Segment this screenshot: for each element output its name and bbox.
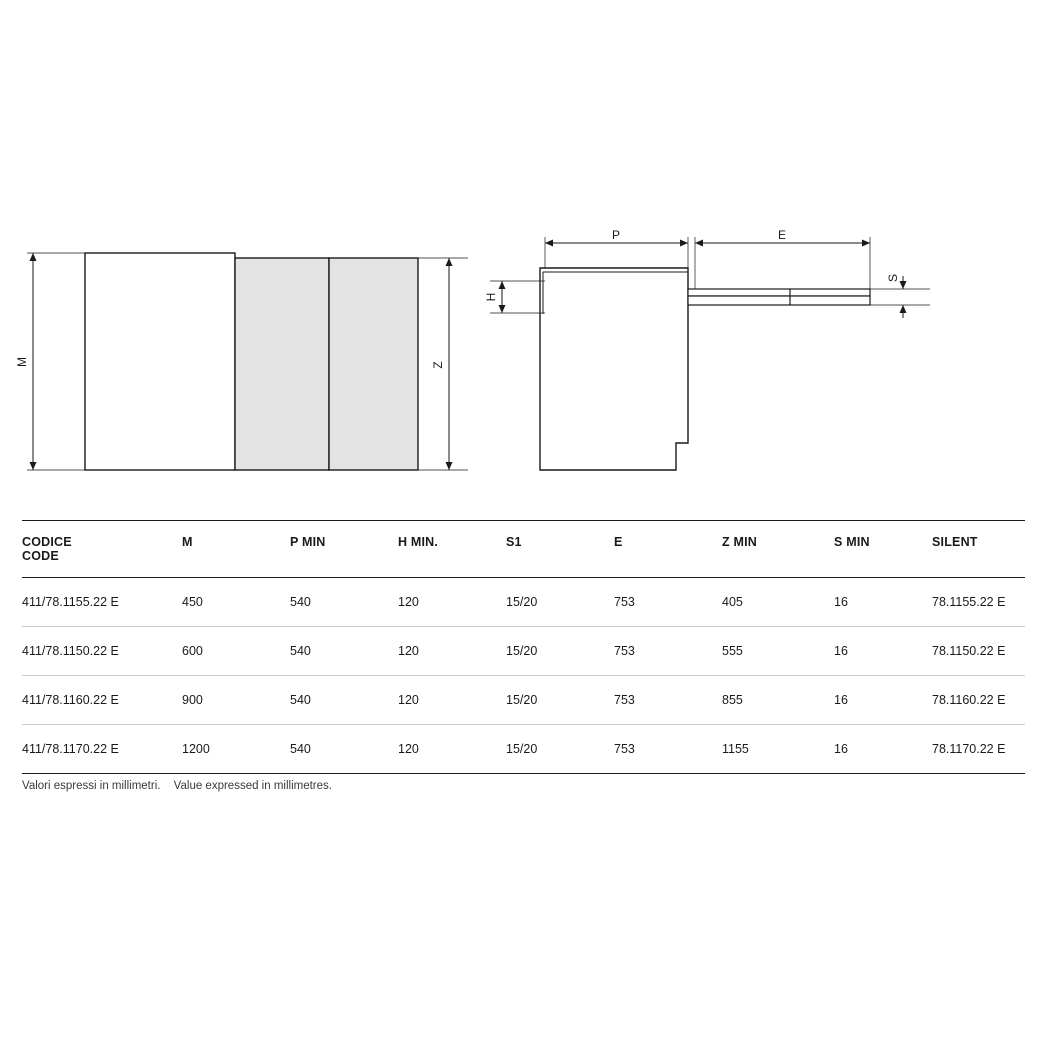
header-p-min: P MIN [290,535,326,549]
cell-s-min: 16 [834,578,932,627]
cell-z-min: 855 [722,676,834,725]
dim-m-arrow-top [30,253,37,261]
cell-s-min: 16 [834,627,932,676]
cell-e: 753 [614,627,722,676]
front-view-body [85,253,235,470]
dim-label-p: P [611,228,621,242]
dim-p-arrow-right [680,240,688,247]
dim-label-m: M [15,357,29,367]
header-code-line2: CODE [22,549,59,563]
side-view-cabinet [540,268,688,470]
dim-p-arrow-left [545,240,553,247]
dim-m-arrow-bottom [30,462,37,470]
cell-code: 411/78.1170.22 E [22,725,182,774]
dim-label-e: E [777,228,787,242]
technical-drawings [0,0,1045,500]
header-code-line1: CODICE [22,535,72,549]
cell-h-min: 120 [398,627,506,676]
table-row [22,627,1025,676]
cell-s1: 15/20 [506,627,614,676]
drawing-canvas [0,0,1045,500]
front-view-panel-right [329,258,418,470]
dim-e-arrow-left [695,240,703,247]
header-m: M [182,535,193,549]
front-view-panel-left [235,258,329,470]
dim-h-arrow-top [499,281,506,289]
cell-m: 450 [182,578,290,627]
cell-p-min: 540 [290,627,398,676]
cell-h-min: 120 [398,578,506,627]
footnote-english: Value expressed in millimetres. [173,780,332,792]
table-row [22,725,1025,774]
header-e: E [614,535,623,549]
header-s1: S1 [506,535,522,549]
dim-s-arrow-upper [900,281,907,289]
table-row [22,578,1025,627]
header-z-min: Z MIN [722,535,758,549]
side-view-rail-upper [688,289,870,296]
cell-e: 753 [614,578,722,627]
dim-z-arrow-top [446,258,453,266]
spec-table-head [22,521,1025,578]
dim-z-arrow-bottom [446,462,453,470]
spec-table-body [22,578,1025,774]
header-silent: SILENT [932,535,978,549]
cell-p-min: 540 [290,676,398,725]
cell-e: 753 [614,725,722,774]
cell-s1: 15/20 [506,578,614,627]
cell-e: 753 [614,676,722,725]
cell-silent: 78.1155.22 E [932,578,1025,627]
cell-z-min: 405 [722,578,834,627]
dim-s-arrow-lower [900,305,907,313]
cell-s-min: 16 [834,676,932,725]
cell-m: 900 [182,676,290,725]
side-view-rail-lower [688,296,870,305]
footnote-italian: Valori espressi in millimetri. [22,780,161,792]
dim-e-arrow-right [862,240,870,247]
cell-silent: 78.1150.22 E [932,627,1025,676]
cell-z-min: 1155 [722,725,834,774]
dim-label-h: H [484,292,498,302]
footnote [22,780,332,792]
spec-table-container [22,520,1025,774]
dim-label-z: Z [431,361,445,369]
cell-s-min: 16 [834,725,932,774]
cell-h-min: 120 [398,676,506,725]
header-s-min: S MIN [834,535,870,549]
header-code [22,521,182,578]
dim-h-arrow-bottom [499,305,506,313]
cell-code: 411/78.1160.22 E [22,676,182,725]
cell-p-min: 540 [290,725,398,774]
cell-s1: 15/20 [506,725,614,774]
side-view [484,228,930,470]
header-row [22,521,1025,578]
spec-table [22,520,1025,774]
cell-s1: 15/20 [506,676,614,725]
cell-m: 1200 [182,725,290,774]
cell-code: 411/78.1155.22 E [22,578,182,627]
header-h-min: H MIN. [398,535,439,549]
cell-z-min: 555 [722,627,834,676]
cell-code: 411/78.1150.22 E [22,627,182,676]
cell-p-min: 540 [290,578,398,627]
front-view [15,253,468,470]
cell-silent: 78.1170.22 E [932,725,1025,774]
cell-m: 600 [182,627,290,676]
cell-h-min: 120 [398,725,506,774]
cell-silent: 78.1160.22 E [932,676,1025,725]
dim-label-s: S [886,273,900,283]
table-row [22,676,1025,725]
